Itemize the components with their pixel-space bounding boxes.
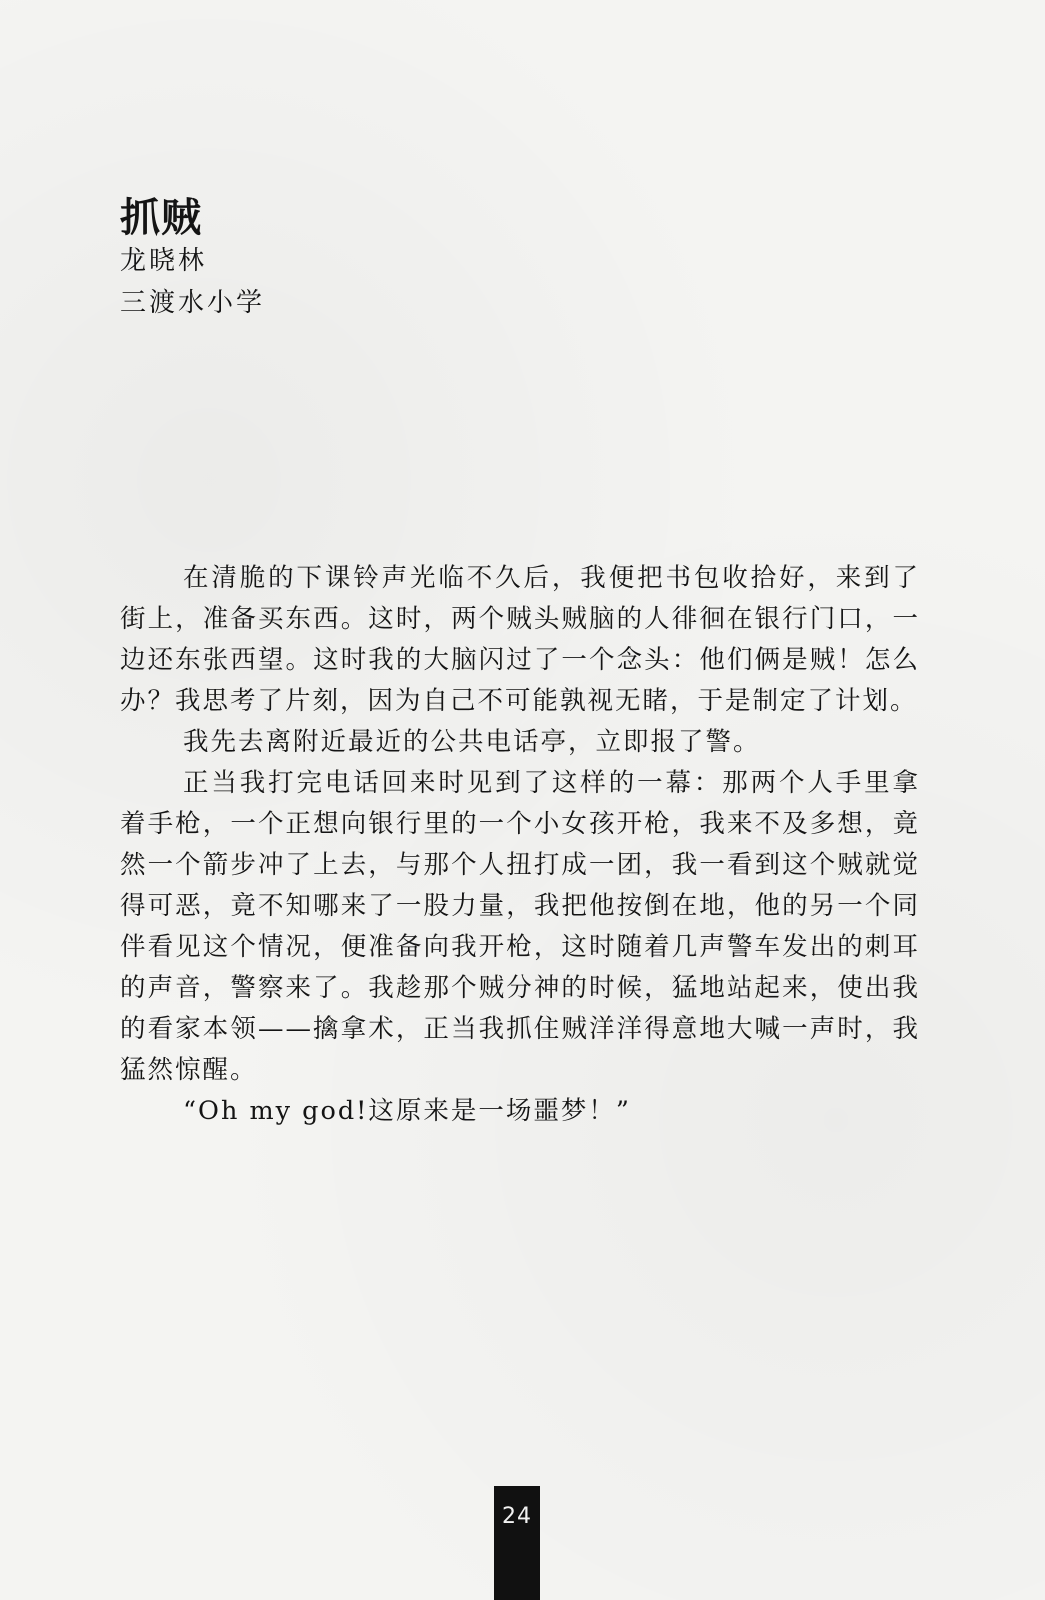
school-name: 三渡水小学 (120, 288, 266, 318)
paragraph-4: “Oh my god!这原来是一场噩梦！” (183, 1096, 631, 1126)
article-title: 抓贼 (120, 195, 202, 241)
paragraph-3: 正当我打完电话回来时见到了这样的一幕：那两个人手里拿着手枪，一个正想向银行里的一个小女孩开枪，我来不及多想，竟然一个箭步冲了上去，与那个人扭打成一团，我一看到这个贼就觉得可恶，竟不知哪来了一股力量，我把他按倒在地，他的另一个同伴看见这个情况，便准备向我开枪，这时随着几声警车发出的刺耳的声音，警察来了。我趁那个贼分神的时候，猛地站起来，使出我的看家本领——擒拿术，正当我抓住贼洋洋得意地大喊一声时，我猛然惊醒。 (120, 768, 920, 1085)
paragraph-1: 在清脆的下课铃声光临不久后，我便把书包收拾好，来到了街上，准备买东西。这时，两个贼头贼脑的人徘徊在银行门口，一边还东张西望。这时我的大脑闪过了一个念头：他们俩是贼！怎么办？我思考了片刻，因为自己不可能孰视无睹，于是制定了计划。 (120, 563, 920, 716)
paragraph-2: 我先去离附近最近的公共电话亭，立即报了警。 (183, 727, 761, 757)
author-name: 龙晓林 (120, 246, 208, 276)
page-number: 24 (494, 1486, 540, 1600)
article-body (120, 558, 920, 1132)
